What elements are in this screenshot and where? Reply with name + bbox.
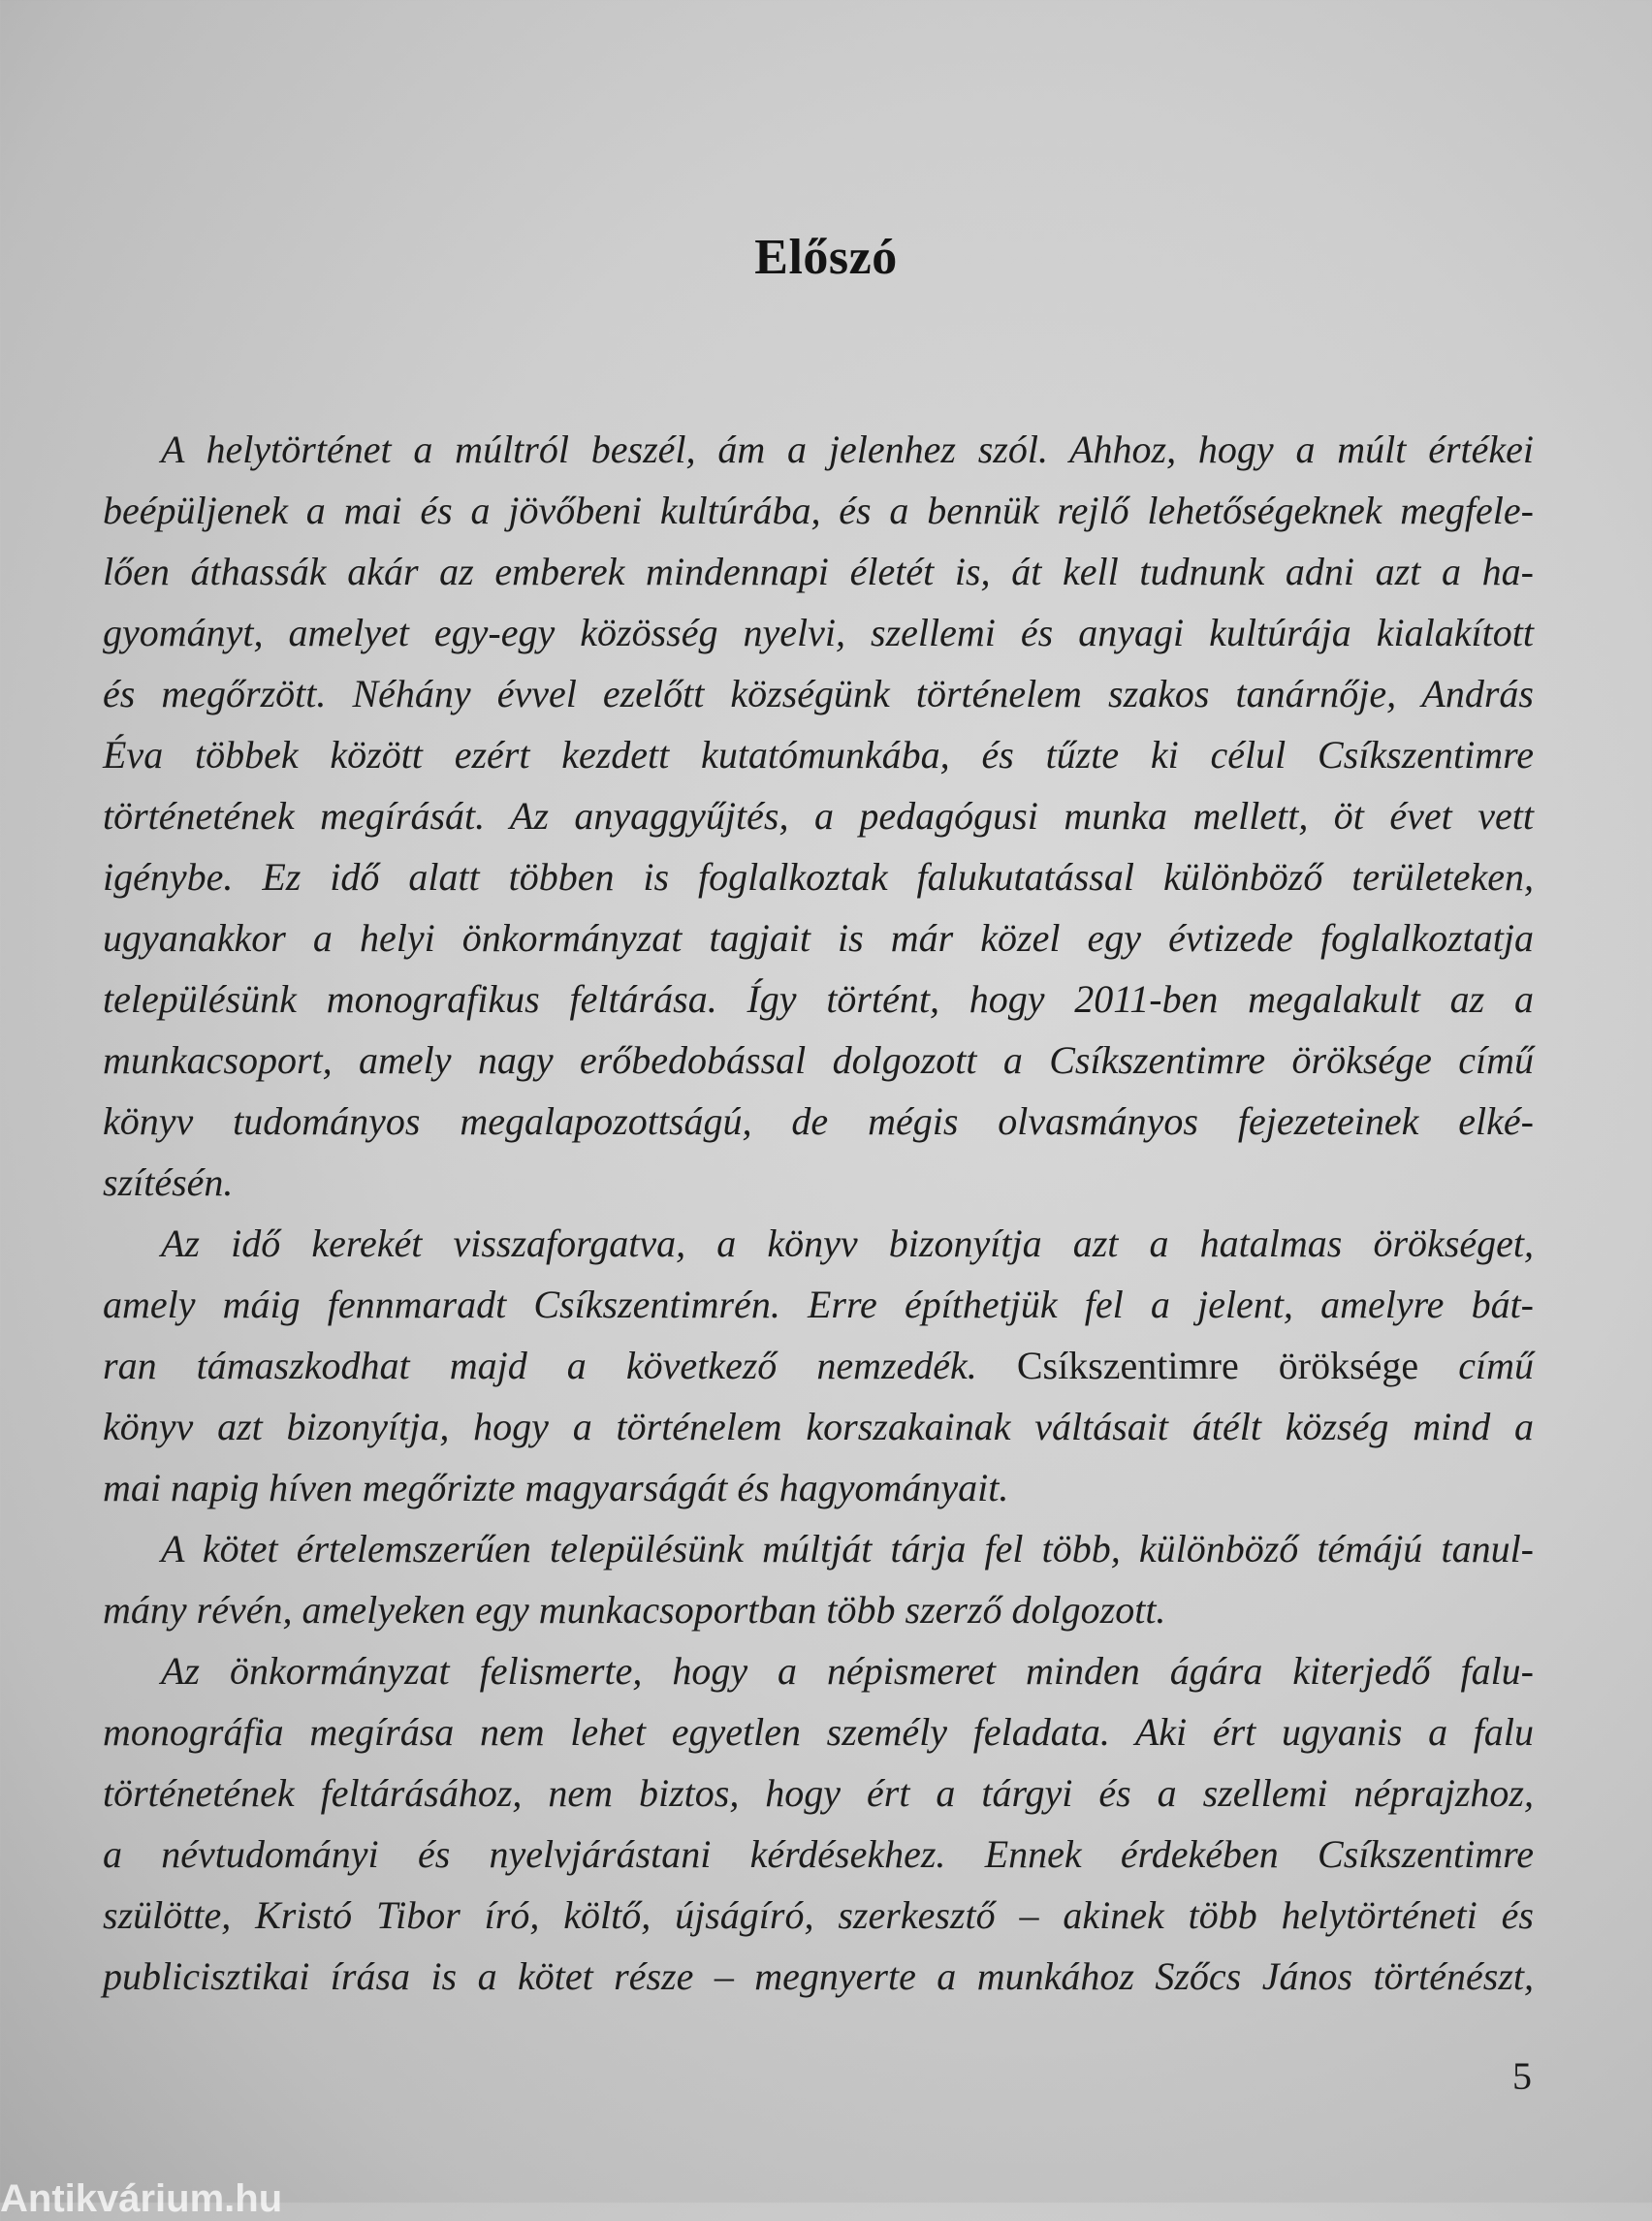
text-line: Az idő kerekét visszaforgatva, a könyv bizonyítja azt a hatalmas örökséget, [161, 1222, 1534, 1265]
watermark: Antikvárium.hu [0, 2177, 283, 2220]
text-line: beépüljenek a mai és a jövőbeni kultúrába, és a bennük rejlő lehetőségeknek megfele- [103, 489, 1534, 532]
text-line: igénybe. Ez idő alatt többen is foglalkoztak falukutatással különböző területeken, [103, 855, 1534, 899]
text-line: könyv tudományos megalapozottságú, de mégis olvasmányos fejezeteinek elké- [103, 1099, 1534, 1143]
text-line: A helytörténet a múltról beszél, ám a jelenhez szól. Ahhoz, hogy a múlt értékei [161, 428, 1534, 471]
text-line: Az önkormányzat felismerte, hogy a népismeret minden ágára kiterjedő falu- [161, 1649, 1534, 1693]
text-segment: című [1418, 1344, 1534, 1387]
body-text [103, 419, 1534, 2007]
text-line: könyv azt bizonyítja, hogy a történelem korszakainak váltásait átélt község mind a [103, 1405, 1534, 1448]
text-line: publicisztikai írása is a kötet része – megnyerte a munkához Szőcs János történészt, [103, 1954, 1534, 1998]
text-line: A kötet értelemszerűen településünk múltját tárja fel több, különböző témájú tanul- [161, 1527, 1534, 1571]
book-title-upright: Csíkszentimre öröksége [976, 1344, 1419, 1387]
text-line: szítésén. [103, 1160, 234, 1204]
text-line: Éva többek között ezért kezdett kutatómunkába, és tűzte ki célul Csíkszentimre [103, 733, 1534, 777]
text-line: és megőrzött. Néhány évvel ezelőtt községünk történelem szakos tanárnője, András [103, 672, 1534, 715]
text-line [103, 1335, 1534, 1396]
text-line: történetének feltárásához, nem biztos, hogy ért a tárgyi és a szellemi néprajzhoz, [103, 1771, 1534, 1815]
page-number: 5 [1512, 2054, 1532, 2098]
text-line: ugyanakkor a helyi önkormányzat tagjait is már közel egy évtizede foglalkoztatja [103, 916, 1534, 960]
text-line: gyományt, amelyet egy-egy közösség nyelvi, szellemi és anyagi kultúrája kialakított [103, 611, 1534, 654]
page-title: Előszó [754, 230, 898, 285]
text-line: mány révén, amelyeken egy munkacsoportban több szerző dolgozott. [103, 1588, 1166, 1632]
text-segment: ran támaszkodhat majd a következő nemzedék. [103, 1344, 977, 1387]
text-line: a névtudományi és nyelvjárástani kérdésekhez. Ennek érdekében Csíkszentimre [103, 1832, 1534, 1876]
text-line: lően áthassák akár az emberek mindennapi életét is, át kell tudnunk adni azt a ha- [103, 550, 1534, 593]
text-line: amely máig fennmaradt Csíkszentimrén. Erre építhetjük fel a jelent, amelyre bát- [103, 1283, 1534, 1326]
text-line: településünk monografikus feltárása. Így történt, hogy 2011-ben megalakult az a [103, 977, 1534, 1021]
text-line: szülötte, Kristó Tibor író, költő, újságíró, szerkesztő – akinek több helytörténeti és [103, 1893, 1534, 1937]
text-line: történetének megírását. Az anyaggyűjtés, a pedagógusi munka mellett, öt évet vett [103, 794, 1534, 838]
text-line: mai napig híven megőrizte magyarságát és hagyományait. [103, 1466, 1009, 1509]
text-line: munkacsoport, amely nagy erőbedobással dolgozott a Csíkszentimre öröksége című [103, 1038, 1534, 1082]
text-line: monográfia megírása nem lehet egyetlen személy feladata. Aki ért ugyanis a falu [103, 1710, 1534, 1754]
